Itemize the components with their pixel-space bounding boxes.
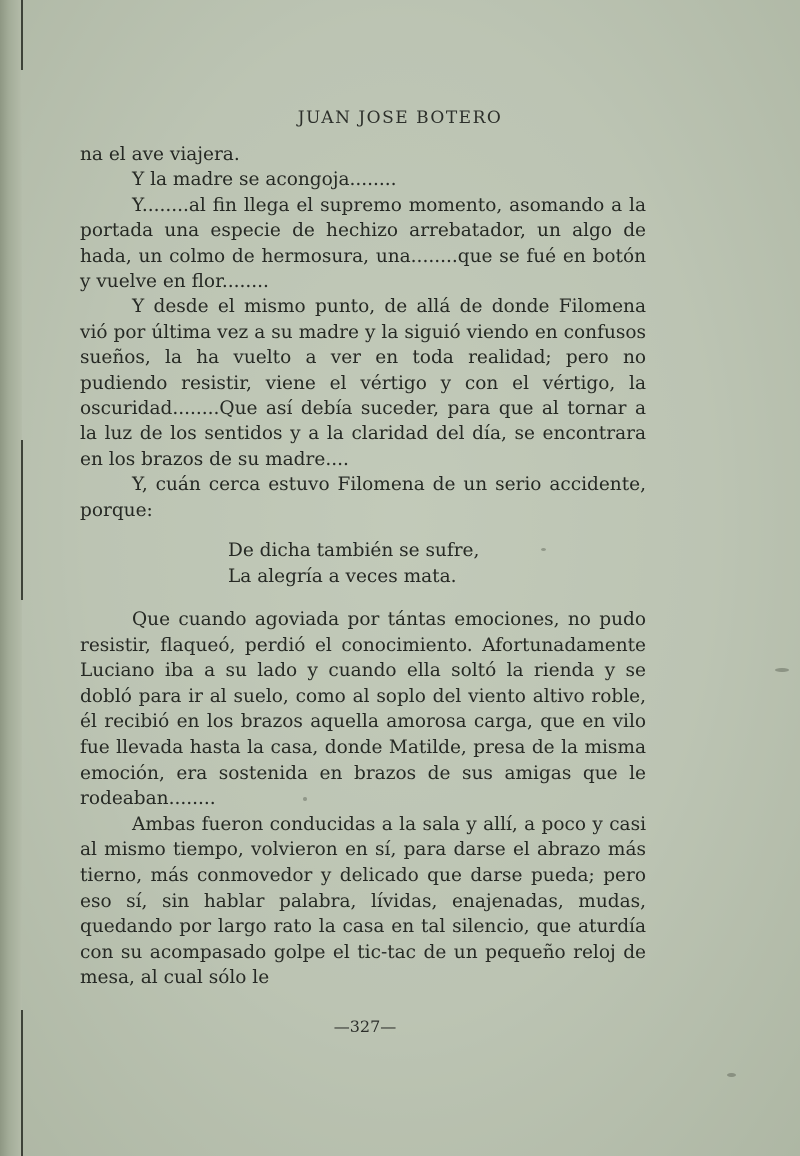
paragraph: Que cuando agoviada por tántas emociones, no pudo resistir, flaqueó, perdió el conocimiento. Afortunadamente Luciano iba a su lado y cuando ella soltó la rienda y se dobló para ir al suelo, como al soplo del viento altivo roble, él recibió en los brazos aquella amorosa carga, que en vilo fue llevada hasta la casa, donde Matilde, presa de la misma emoción, era sostenida en brazos de sus amigas que le rodeaban........	[80, 609, 646, 810]
binding-edge-middle	[21, 440, 23, 600]
page-gutter	[0, 0, 22, 1156]
running-head: JUAN JOSE BOTERO	[297, 108, 503, 128]
paper-speck	[727, 1073, 736, 1077]
paragraph: Y desde el mismo punto, de allá de donde Filomena vió por última vez a su madre y la siguió viendo en confusos sueños, la ha vuelto a ver en toda realidad; pero no pudiendo resistir, viene el vértigo y con el vértigo, la oscuridad........Que así debía suceder, para que al tornar a la luz de los sentidos y a la claridad del día, se encontrara en los brazos de su madre....	[80, 296, 646, 470]
paragraph: Y........al fin llega el supremo momento, asomando a la portada una especie de hechizo arrebatador, un algo de hada, un colmo de hermosura, una........que se fué en botón y vuelve en flor........	[80, 194, 646, 293]
paragraph: na el ave viajera.	[80, 144, 240, 165]
binding-edge-top	[21, 0, 23, 70]
paragraph: Y, cuán cerca estuvo Filomena de un serio accidente, porque:	[80, 474, 646, 521]
verse-line: De dicha también se sufre,	[228, 540, 480, 561]
paper-speck	[775, 668, 789, 672]
verse-block	[228, 538, 558, 590]
text-block-bottom	[80, 607, 646, 991]
verse-line: La alegría a veces mata.	[228, 566, 457, 587]
page-number: —327—	[333, 1017, 397, 1036]
paragraph: Ambas fueron conducidas a la sala y allí, a poco y casi al mismo tiempo, volvieron en sí, para darse el abrazo más tierno, más conmovedor y delicado que darse pueda; pero eso sí, sin hablar palabra, lívidas, enajenadas, mudas, quedando por largo rato la casa en tal silencio, que aturdía con su acompasado golpe el tic-tac de un pequeño reloj de mesa, al cual sólo le	[80, 813, 646, 989]
text-block-top	[80, 142, 646, 523]
paragraph: Y la madre se acongoja........	[132, 169, 397, 191]
